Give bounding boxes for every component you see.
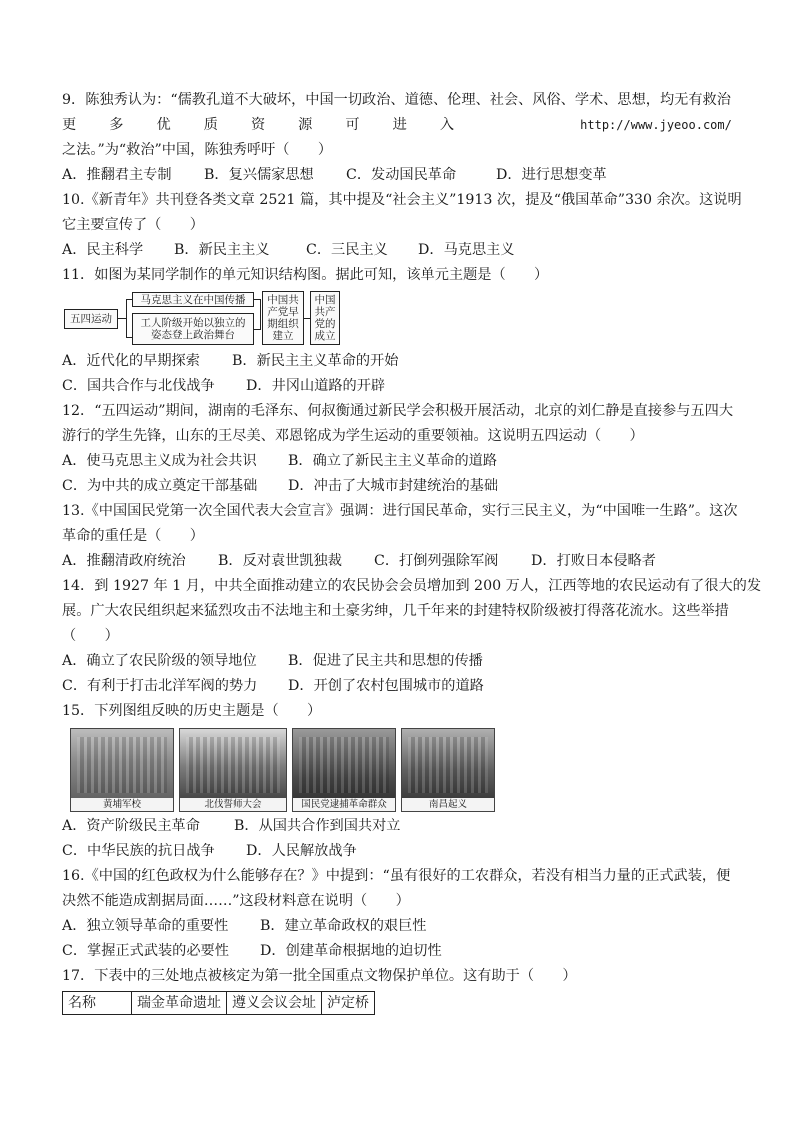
q10-stem-line1: 10.《新青年》共刊登各类文章 2521 篇，其中提及“社会主义”1913 次，提及“俄国革命”330 余次。这说明 (62, 192, 742, 208)
option-d[interactable]: D．人民解放战争 (246, 843, 357, 859)
q14-options-row2 (62, 674, 732, 699)
option-b[interactable]: B．建立革命政权的艰巨性 (260, 918, 427, 934)
option-d[interactable]: D．马克思主义 (418, 242, 515, 258)
option-b[interactable]: B．新民主主义革命的开始 (232, 353, 399, 369)
option-b[interactable]: B．促进了民主共和思想的传播 (288, 653, 483, 669)
q12-stem-line1: 12．“五四运动”期间，湖南的毛泽东、何叔衡通过新民学会积极开展活动，北京的刘仁静是直接参与五四大 (62, 403, 734, 419)
question-15 (62, 699, 732, 864)
table-cell: 遵义会议会址 (227, 992, 322, 1015)
option-d[interactable]: D．打败日本侵略者 (531, 553, 656, 569)
option-d[interactable]: D．井冈山道路的开辟 (246, 378, 386, 394)
diagram-connector (126, 299, 127, 337)
option-a[interactable]: A．民主科学 (62, 242, 144, 258)
q16-options-row2 (62, 939, 732, 964)
table-header-cell: 名称 (63, 992, 132, 1015)
q11-options-row2 (62, 374, 732, 399)
option-a[interactable]: A．确立了农民阶级的领导地位 (62, 653, 257, 669)
photo-scene (186, 737, 280, 793)
option-c[interactable]: C．国共合作与北伐战争 (62, 378, 215, 394)
option-d[interactable]: D．创建革命根据地的迫切性 (260, 943, 442, 959)
q9-word: 资 (250, 117, 266, 133)
option-b[interactable]: B．从国共合作到国共对立 (234, 818, 401, 834)
q9-word: 更 (62, 117, 77, 133)
q16-options-row1 (62, 914, 732, 939)
table-cell: 泸定桥 (322, 992, 375, 1015)
q9-stem-line3: 之法。”为“救治”中国，陈独秀呼吁（ ） (62, 142, 333, 158)
option-a[interactable]: A．资产阶级民主革命 (62, 818, 200, 834)
q16-stem-line2: 决然不能造成割据局面……”这段材料意在说明（ ） (62, 893, 410, 909)
option-a[interactable]: A．近代化的早期探索 (62, 353, 200, 369)
watermark-url: http://www.jyeoo.com/ (580, 118, 732, 132)
option-a[interactable]: A．独立领导革命的重要性 (62, 918, 229, 934)
q15-options-row2 (62, 839, 732, 864)
heritage-sites-table (62, 991, 375, 1015)
diagram-box-mid: 中国共产党早期组织建立 (262, 291, 304, 345)
knowledge-structure-diagram (64, 291, 354, 347)
q9-word: 源 (298, 117, 313, 133)
diagram-box-end: 中国共产党的成立 (310, 291, 340, 345)
question-13 (62, 499, 738, 574)
q16-stem-line1: 16.《中国的红色政权为什么能够存在？》中提到：“虽有很好的工农群众，若没有相当力量的正式武装，便 (62, 868, 731, 884)
q15-stem: 15．下列图组反映的历史主题是（ ） (62, 703, 322, 719)
option-b[interactable]: B．确立了新民主主义革命的道路 (288, 453, 498, 469)
photo-caption: 南昌起义 (402, 798, 494, 811)
option-c[interactable]: C．发动国民革命 (346, 167, 457, 183)
photo-scene (299, 737, 389, 793)
q13-stem-line2: 革命的重任是（ ） (62, 528, 204, 544)
diagram-connector (118, 318, 126, 319)
photo-kmt-arrests (292, 728, 396, 812)
q9-word: 进 (392, 117, 407, 133)
option-d[interactable]: D．进行思想变革 (496, 167, 607, 183)
option-a[interactable]: A．使马克思主义成为社会共识 (62, 453, 257, 469)
q9-word: 入 (439, 117, 455, 133)
question-10 (62, 188, 742, 263)
option-c[interactable]: C．掌握正式武装的必要性 (62, 943, 229, 959)
option-a[interactable]: A．推翻清政府统治 (62, 553, 186, 569)
photo-scene (77, 737, 167, 793)
q9-stem-line2 (62, 113, 732, 138)
photo-caption: 北伐誓师大会 (180, 798, 286, 811)
option-a[interactable]: A．推翻君主专制 (62, 167, 172, 183)
option-c[interactable]: C．中华民族的抗日战争 (62, 843, 215, 859)
diagram-box-start: 五四运动 (64, 309, 118, 329)
q14-stem-line2: 展。广大农民组织起来猛烈攻击不法地主和土豪劣绅，几千年来的封建特权阶级被打得落花流水。这些举措 (62, 603, 729, 619)
option-c[interactable]: C．打倒列强除军阀 (374, 553, 499, 569)
question-16 (62, 864, 732, 964)
exam-page (62, 88, 762, 1015)
q9-word: 优 (156, 117, 171, 133)
photo-caption: 国民党逮捕革命群众 (293, 798, 395, 811)
question-14 (62, 574, 762, 699)
option-c[interactable]: C．三民主义 (306, 242, 388, 258)
photo-scene (408, 737, 488, 793)
q10-options (62, 238, 732, 263)
question-17 (62, 964, 732, 1015)
q9-word: 可 (345, 117, 360, 133)
table-cell: 瑞金革命遗址 (132, 992, 227, 1015)
option-d[interactable]: D．冲击了大城市封建统治的基础 (288, 478, 499, 494)
option-d[interactable]: D．开创了农村包围城市的道路 (288, 678, 484, 694)
diagram-box-top: 马克思主义在中国传播 (132, 292, 254, 307)
q9-word: 质 (203, 117, 218, 133)
question-9 (62, 88, 732, 188)
diagram-box-bottom: 工人阶级开始以独立的姿态登上政治舞台 (132, 313, 254, 345)
q9-stem-line1: 9．陈独秀认为：“儒教孔道不大破坏，中国一切政治、道德、伦理、社会、风俗、学术、思想，均无有救治 (62, 92, 731, 108)
photo-nanchang-uprising (401, 728, 495, 812)
q11-stem: 11．如图为某同学制作的单元知识结构图。据此可知，该单元主题是（ ） (62, 267, 549, 283)
table-row (63, 992, 375, 1015)
option-b[interactable]: B．复兴儒家思想 (204, 167, 314, 183)
q11-options-row1 (62, 349, 732, 374)
option-c[interactable]: C．为中共的成立奠定干部基础 (62, 478, 258, 494)
photo-caption: 黄埔军校 (71, 798, 173, 811)
q13-stem-line1: 13.《中国国民党第一次全国代表大会宣言》强调：进行国民革命，实行三民主义，为“中国唯一生路”。这次 (62, 503, 738, 519)
question-12 (62, 399, 732, 499)
option-b[interactable]: B．新民主主义 (174, 242, 270, 258)
photo-huangpu-academy (70, 728, 174, 812)
q12-stem-line2: 游行的学生先锋，山东的王尽美、邓恩铭成为学生运动的重要领袖。这说明五四运动（ ） (62, 428, 644, 444)
q15-photo-group (70, 728, 732, 812)
q15-options-row1 (62, 814, 732, 839)
question-11 (62, 263, 732, 399)
q14-stem-line3: （ ） (62, 628, 119, 644)
q10-stem-line2: 它主要宣传了（ ） (62, 217, 204, 233)
q9-options (62, 163, 732, 188)
q9-word: 多 (109, 117, 124, 133)
option-c[interactable]: C．有利于打击北洋军阀的势力 (62, 678, 258, 694)
q12-options-row2 (62, 474, 732, 499)
q14-stem-line1: 14．到 1927 年 1 月，中共全面推动建立的农民协会会员增加到 200 万人，江西等地的农民运动有了很大的发 (62, 578, 762, 594)
q17-stem: 17．下表中的三处地点被核定为第一批全国重点文物保护单位。这有助于（ ） (62, 968, 577, 984)
q13-options (62, 549, 732, 574)
option-b[interactable]: B．反对袁世凯独裁 (218, 553, 342, 569)
photo-northern-expedition-rally (179, 728, 287, 812)
q14-options-row1 (62, 649, 732, 674)
q12-options-row1 (62, 449, 732, 474)
